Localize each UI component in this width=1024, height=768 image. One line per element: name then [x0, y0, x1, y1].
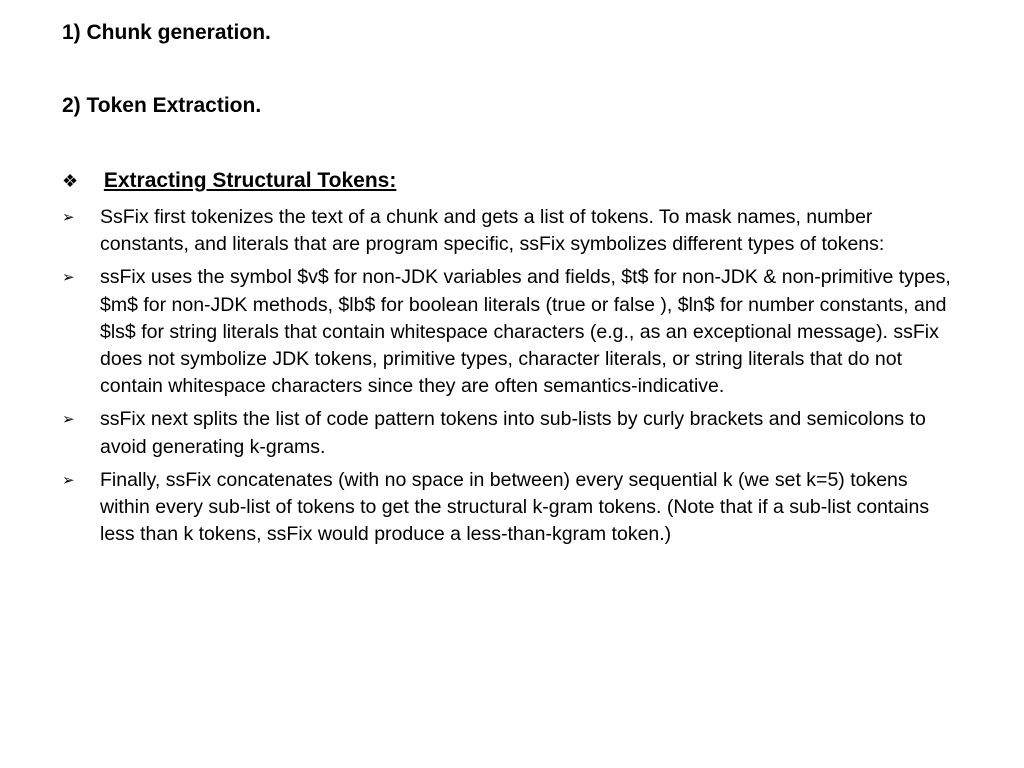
heading-chunk-generation: 1) Chunk generation.	[62, 21, 271, 44]
arrow-bullet-icon: ➢	[62, 471, 75, 489]
bullet-item-concatenate	[62, 467, 962, 549]
diamond-bullet-icon: ❖	[62, 171, 79, 191]
section-title	[62, 167, 396, 195]
arrow-bullet-icon: ➢	[62, 209, 75, 226]
arrow-bullet-icon: ➢	[62, 411, 75, 429]
bullet-text: ssFix uses the symbol $v$ for non-JDK variables and fields, $t$ for non-JDK & non-primitive types, $m$ for non-JDK methods, $lb$ for boolean literals (true or false ), $ln$ for number constants, and $ls$ for string literals that contain whitespace characters (e.g., as an exceptional message). ssFix does not symbolize JDK tokens, primitive types, character literals, or string literals that do not contain whitespace characters since they are often semantics-indicative.	[100, 266, 951, 398]
heading-token-extraction: 2) Token Extraction.	[62, 94, 262, 117]
bullet-item-symbols	[62, 264, 962, 400]
bullet-item-split	[62, 406, 962, 460]
arrow-bullet-icon: ➢	[62, 269, 75, 287]
bullet-item-tokenize	[62, 204, 962, 258]
bullet-text: Finally, ssFix concatenates (with no space in between) every sequential k (we set k=5) tokens within every sub-list of tokens to get the structural k-gram tokens. (Note that if a sub-list contains less than k tokens, ssFix would produce a less-than-kgram token.)	[100, 468, 930, 546]
bullet-list	[62, 204, 962, 554]
bullet-text: SsFix first tokenizes the text of a chunk and gets a list of tokens. To mask names, number constants, and literals that are program specific, ssFix symbolizes different types of tokens:	[100, 206, 885, 256]
bullet-text: ssFix next splits the list of code pattern tokens into sub-lists by curly brackets and semicolons to avoid generating k-grams.	[100, 408, 926, 458]
section-title-text: Extracting Structural Tokens:	[103, 169, 397, 192]
